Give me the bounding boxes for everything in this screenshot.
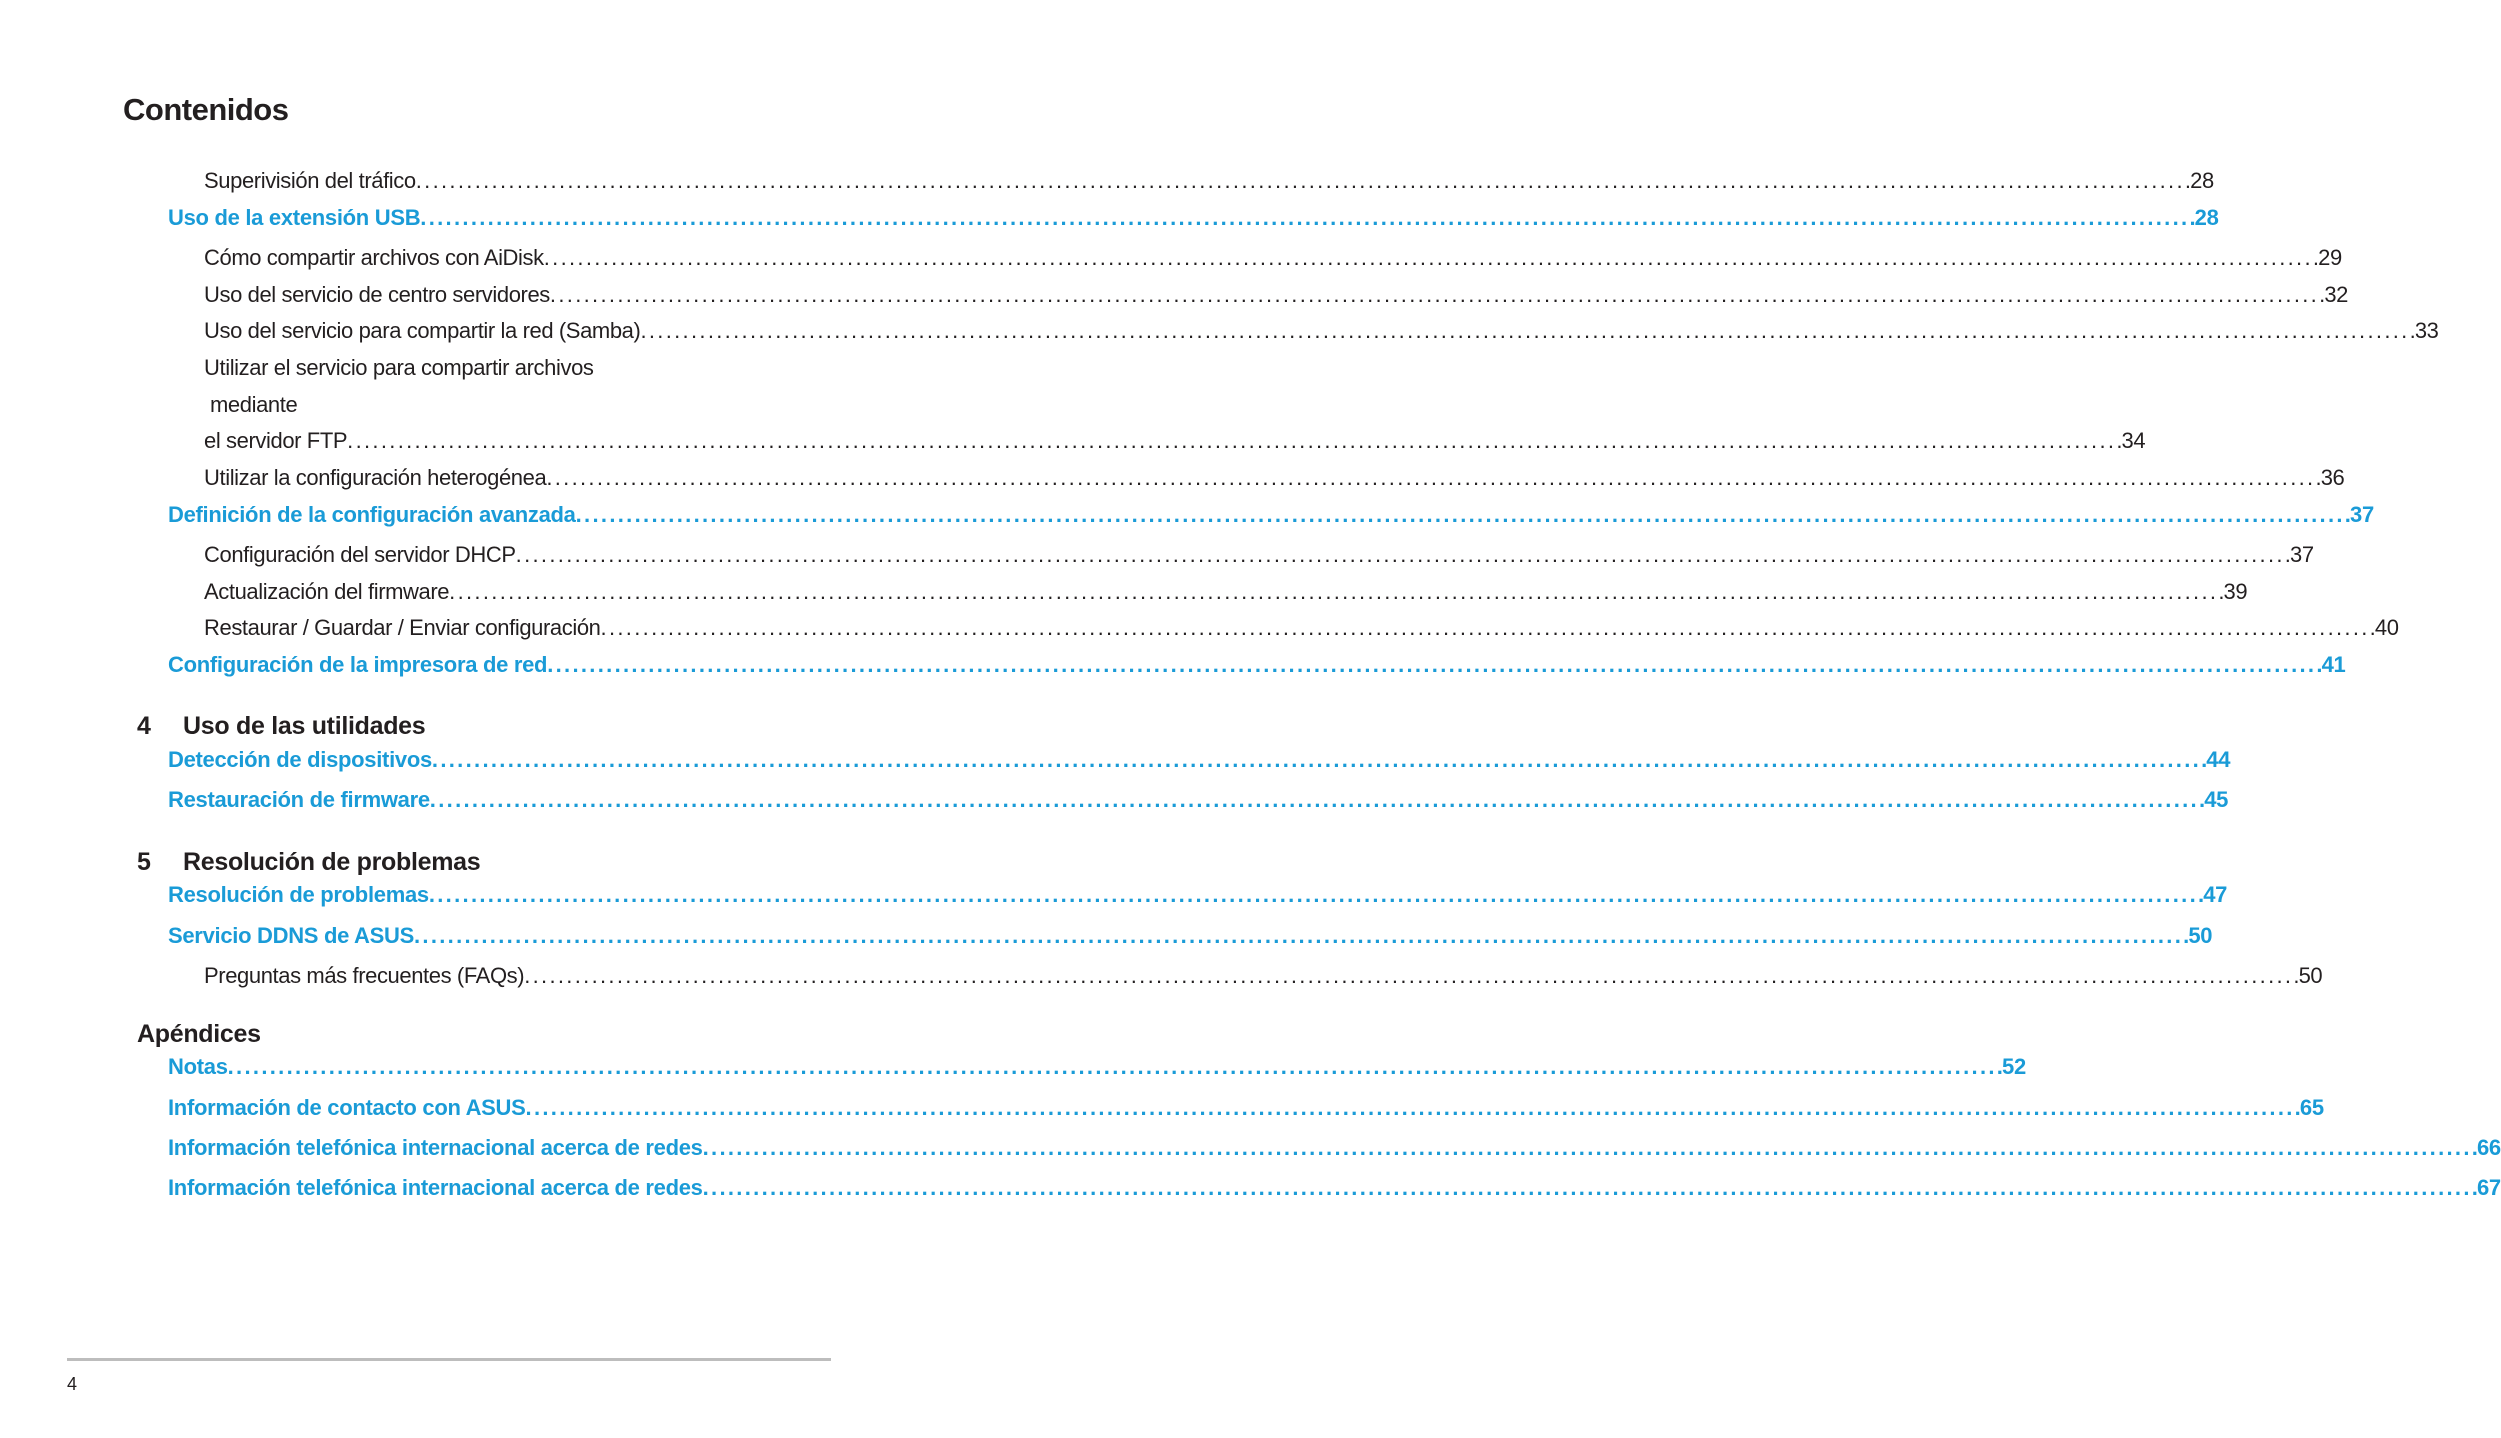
- toc-section-link[interactable]: [0, 923, 2213, 953]
- leader-dots: [703, 1175, 2476, 1201]
- toc-entry-label: Información telefónica internacional acerca de redes: [168, 1175, 703, 1200]
- toc-entry[interactable]: [0, 579, 2248, 609]
- leader-dots: [550, 282, 2323, 308]
- toc-entry-label: Servicio DDNS de ASUS: [168, 923, 414, 948]
- toc-entry-label: Actualización del firmware: [204, 579, 450, 604]
- chapter-title: Uso de las utilidades: [183, 712, 426, 740]
- toc-page-number: 34: [2121, 428, 2146, 453]
- toc-entry-label: Resolución de problemas: [168, 882, 429, 907]
- toc-entry-label: Detección de dispositivos: [168, 747, 432, 772]
- toc-entry-label: Utilizar la configuración heterogénea: [204, 465, 547, 490]
- chapter-number: 4: [137, 712, 151, 740]
- toc-page-number: 40: [2374, 615, 2399, 640]
- appendix-title: Apéndices: [137, 1020, 261, 1048]
- toc-page-number: 29: [2318, 245, 2342, 270]
- chapter-heading: [137, 848, 480, 877]
- toc-page-number: 47: [2203, 882, 2228, 907]
- toc-entry-label: Cómo compartir archivos con AiDisk: [204, 245, 544, 270]
- toc-entry-label: Uso de la extensión USB: [168, 205, 421, 230]
- toc-section-link[interactable]: [0, 502, 2374, 532]
- toc-section-link[interactable]: [0, 882, 2228, 912]
- leader-dots: [516, 542, 2289, 568]
- leader-dots: [347, 428, 2120, 454]
- toc-entry-label: Configuración de la impresora de red: [168, 652, 548, 677]
- toc-page-number: 37: [2290, 542, 2314, 567]
- leader-dots: [430, 787, 2203, 813]
- toc-section-link[interactable]: [0, 1054, 2026, 1084]
- toc-entry-label-line[interactable]: Utilizar el servicio para compartir archivos: [204, 355, 594, 380]
- toc-section-link[interactable]: [0, 652, 2346, 682]
- page-number: 4: [67, 1374, 78, 1394]
- toc-page-number: 32: [2324, 282, 2348, 307]
- toc-entry[interactable]: [0, 615, 2399, 645]
- toc-entry[interactable]: [0, 245, 2342, 275]
- toc-section-link[interactable]: [0, 747, 2231, 777]
- leader-dots: [524, 963, 2297, 989]
- leader-dots: [429, 882, 2202, 908]
- toc-page-number: 41: [2321, 652, 2346, 677]
- leader-dots: [432, 747, 2205, 773]
- toc-entry-label: Restaurar / Guardar / Enviar configuración: [204, 615, 601, 640]
- toc-entry-label-line[interactable]: mediante: [210, 392, 298, 417]
- toc-page-number: 67: [2477, 1175, 2501, 1200]
- chapter-heading: [137, 712, 425, 741]
- leader-dots: [228, 1054, 2001, 1080]
- toc-entry-label: Uso del servicio de centro servidores: [204, 282, 550, 307]
- toc-page-number: 50: [2188, 923, 2213, 948]
- leader-dots: [416, 168, 2189, 194]
- toc-page-number: 37: [2350, 502, 2374, 527]
- toc-page-number: 50: [2298, 963, 2323, 988]
- leader-dots: [546, 465, 2319, 491]
- toc-entry-label: Información de contacto con ASUS: [168, 1095, 526, 1120]
- leader-dots: [526, 1095, 2299, 1121]
- toc-page-number: 44: [2206, 747, 2231, 772]
- toc-section-link[interactable]: [0, 1175, 2501, 1205]
- toc-entry[interactable]: [0, 542, 2314, 572]
- toc-section-link[interactable]: [0, 787, 2229, 817]
- toc-entry-label: Configuración del servidor DHCP: [204, 542, 516, 567]
- toc-entry[interactable]: [0, 282, 2348, 312]
- toc-entry-label: Restauración de firmware: [168, 787, 430, 812]
- page-title: Contenidos: [123, 92, 289, 127]
- toc-entry[interactable]: [0, 168, 2214, 198]
- chapter-number: 5: [137, 848, 151, 876]
- toc-entry-label: Definición de la configuración avanzada: [168, 502, 576, 527]
- toc-entry-label: Preguntas más frecuentes (FAQs): [204, 963, 525, 988]
- toc-entry-label: Notas: [168, 1054, 228, 1079]
- leader-dots: [576, 502, 2349, 528]
- toc-page-number: 33: [2414, 318, 2439, 343]
- toc-entry[interactable]: [0, 963, 2323, 993]
- toc-entry[interactable]: [0, 318, 2439, 348]
- toc-entry[interactable]: [0, 428, 2146, 458]
- appendix-heading: [137, 1020, 261, 1049]
- toc-page-number: 28: [2190, 168, 2214, 193]
- leader-dots: [420, 205, 2193, 231]
- toc-entry-label: el servidor FTP: [204, 428, 348, 453]
- leader-dots: [547, 652, 2320, 678]
- toc-entry-label: Información telefónica internacional acerca de redes: [168, 1135, 703, 1160]
- leader-dots: [449, 579, 2222, 605]
- leader-dots: [544, 245, 2317, 271]
- toc-entry-label: Superivisión del tráfico: [204, 168, 416, 193]
- toc-page-number: 36: [2320, 465, 2345, 490]
- toc-entry[interactable]: [0, 465, 2345, 495]
- toc-page-number: 65: [2299, 1095, 2324, 1120]
- toc-page-number: 52: [2002, 1054, 2026, 1079]
- leader-dots: [601, 615, 2374, 641]
- leader-dots: [703, 1135, 2476, 1161]
- footer-divider: [67, 1358, 831, 1361]
- leader-dots: [414, 923, 2187, 949]
- toc-section-link[interactable]: [0, 1135, 2501, 1165]
- toc-page-number: 39: [2223, 579, 2248, 604]
- toc-section-link[interactable]: [0, 1095, 2324, 1125]
- toc-page-number: 28: [2194, 205, 2219, 230]
- toc-section-link[interactable]: [0, 205, 2219, 235]
- toc-entry-label: Uso del servicio para compartir la red (Samba): [204, 318, 641, 343]
- chapter-title: Resolución de problemas: [183, 848, 481, 876]
- leader-dots: [640, 318, 2413, 344]
- toc-page-number: 45: [2204, 787, 2229, 812]
- toc-page-number: 66: [2477, 1135, 2501, 1160]
